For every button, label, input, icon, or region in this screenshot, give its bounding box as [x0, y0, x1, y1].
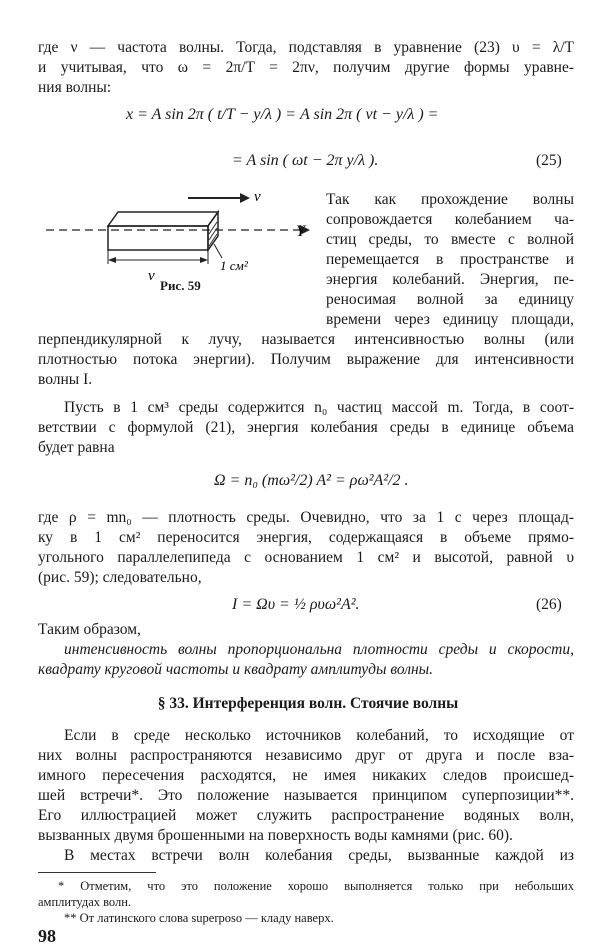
equation-25-line1: x = A sin 2π ( t/T − y/λ ) = A sin 2π ( νt − y/λ ) =	[126, 106, 439, 123]
text-line: стиц среды, то вместе с волной	[326, 231, 574, 248]
text-line: перемещается в пространстве и	[326, 251, 574, 268]
axis-label-y: Y	[296, 223, 305, 240]
text-line: них волны распространяются независимо друг от друга и после вза-	[38, 747, 574, 764]
text-line: плотностью потока энергии). Получим выражение для интенсивности	[38, 351, 574, 368]
text-line: будет равна	[38, 439, 115, 456]
text-line: угольного параллелепипеда с основанием 1 см² и высотой, равной υ	[38, 549, 574, 566]
footnote: ** От латинского слова superposo — кладу наверх.	[64, 911, 334, 925]
text-line: ния волны:	[38, 79, 112, 96]
text-line: перпендикулярной к лучу, называется интенсивностью волны (или	[38, 331, 574, 348]
equation-number: (25)	[536, 152, 562, 169]
text-line: Его иллюстрацией может служить распространение водяных волн,	[38, 807, 574, 824]
text-line: реносимая волной за единицу	[326, 291, 574, 308]
footnote: амплитудах волн.	[38, 895, 132, 909]
page-number: 98	[38, 926, 56, 946]
text-line: где ν — частота волны. Тогда, подставляя в уравнение (23) υ = λ/T	[38, 39, 574, 56]
section-heading: § 33. Интерференция волн. Стоячие волны	[157, 695, 459, 712]
highlighted-statement: интенсивность волны пропорциональна плотности среды и скорости,	[64, 641, 574, 658]
equation-25-line2: = A sin ( ωt − 2π y/λ ).	[232, 152, 379, 169]
equation-number: (26)	[536, 596, 562, 613]
footnote: * Отметим, что это положение хорошо выполняется только при небольших	[58, 879, 574, 893]
text-line: Так как прохождение волны	[326, 191, 574, 208]
text-line: и учитывая, что ω = 2π/T = 2πν, получим другие формы уравне-	[38, 59, 574, 76]
text-line: вызванных двумя брошенными на поверхность воды камнями (рис. 60).	[38, 827, 513, 844]
text-line: времени через единицу площади,	[326, 311, 574, 328]
equation-energy-density: Ω = n₀ (mω²/2) A² = ρω²A²/2 .	[214, 472, 409, 489]
velocity-label-bottom: v	[148, 268, 155, 284]
text-line: (рис. 59); следовательно,	[38, 569, 202, 586]
text-line: Пусть в 1 см³ среды содержится n₀ частиц массой m. Тогда, в соот-	[64, 399, 574, 416]
footnote-divider	[38, 872, 156, 873]
area-label: 1 см²	[220, 258, 248, 273]
figure-caption: Рис. 59	[160, 278, 201, 293]
text-line: Таким образом,	[38, 621, 141, 638]
text-line: ку в 1 см² переносится энергия, содержащаяся в объеме прямо-	[38, 529, 574, 546]
text-line: имного пересечения расходятся, не имея никаких следов происшед-	[38, 767, 574, 784]
text-line: В местах встречи волн колебания среды, вызванные каждой из	[64, 847, 574, 864]
text-line: Если в среде несколько источников колебаний, то исходящие от	[64, 727, 574, 744]
text-line: сопровождается колебанием ча-	[326, 211, 574, 228]
text-line: где ρ = mn₀ — плотность среды. Очевидно, что за 1 с через площад-	[38, 509, 574, 526]
highlighted-statement: квадрату круговой частоты и квадрату амплитуды волны.	[38, 661, 434, 678]
velocity-label-top: v	[254, 189, 261, 205]
text-line: ветствии с формулой (21), энергия колебания среды в единице объема	[38, 419, 574, 436]
text-line: волны I.	[38, 371, 93, 388]
text-line: шей встречи*. Это положение называется принципом суперпозиции**.	[38, 787, 574, 804]
text-line: энергия колебаний. Энергия, пе-	[326, 271, 574, 288]
equation-26: I = Ωυ = ½ ρυω²A².	[232, 596, 360, 613]
